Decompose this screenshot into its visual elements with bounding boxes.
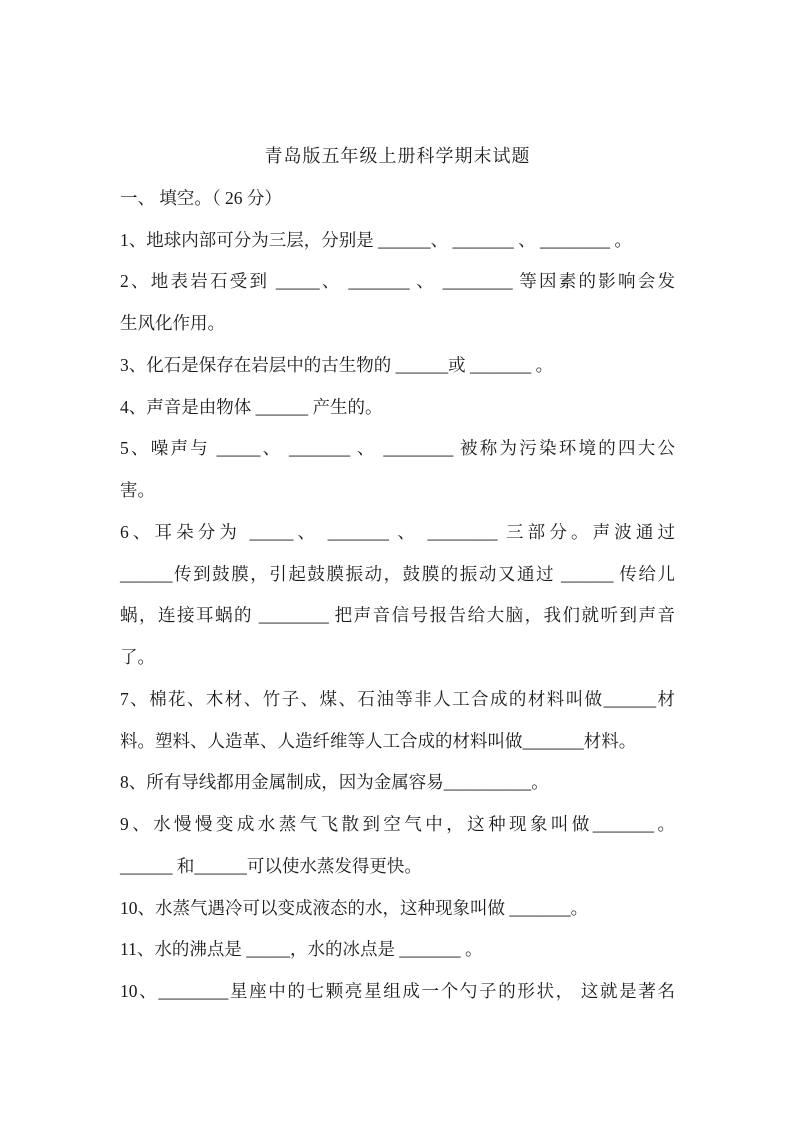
question-10-line-1: 10、水蒸气遇冷可以变成液态的水，这种现象叫做 _______。 xyxy=(120,897,589,918)
question-2-line-2: 生风化作用。 xyxy=(120,313,225,333)
question-1-line-1: 1、地球内部可分为三层，分别是 ______、 _______ 、 ________ 。 xyxy=(120,229,632,250)
question-2-line-1: 2、地表岩石受到 _____、 _______ 、 ________ 等因素的影响会发 xyxy=(120,271,675,292)
question-4 xyxy=(120,387,675,429)
question-8-line-1: 8、所有导线都用金属制成，因为金属容易__________。 xyxy=(120,772,549,793)
question-11 xyxy=(120,929,675,971)
question-1 xyxy=(120,220,675,262)
question-10 xyxy=(120,888,675,930)
question-12 xyxy=(120,971,675,1013)
question-9 xyxy=(120,804,675,888)
question-9-line-2: ______ 和______可以使水蒸发得更快。 xyxy=(120,855,422,876)
question-6-line-3: 蜗，连接耳蜗的 ________ 把声音信号报告给大脑，我们就听到声音 xyxy=(120,605,675,626)
question-9-line-1: 9、水慢慢变成水蒸气飞散到空气中，这种现象叫做_______。 xyxy=(120,814,675,834)
question-2 xyxy=(120,261,675,345)
question-11-line-1: 11、水的沸点是 _____，水的冰点是 _______ 。 xyxy=(120,939,483,960)
question-5 xyxy=(120,428,675,512)
question-5-line-2: 害。 xyxy=(120,480,155,500)
question-8 xyxy=(120,762,675,804)
exam-title: 青岛版五年级上册科学期末试题 xyxy=(264,146,531,166)
question-7-line-1: 7、棉花、木材、竹子、煤、石油等非人工合成的材料叫做______材 xyxy=(120,688,675,709)
section-heading: 一、 填空。（ 26 分） xyxy=(120,187,282,208)
question-6-line-2: ______传到鼓膜，引起鼓膜振动，鼓膜的振动又通过 ______ 传给儿 xyxy=(120,563,675,584)
question-6-line-4: 了。 xyxy=(120,647,155,667)
question-4-line-1: 4、声音是由物体 ______ 产生的。 xyxy=(120,396,383,417)
question-3-line-1: 3、化石是保存在岩层中的古生物的 ______或 _______ 。 xyxy=(120,354,554,375)
question-6 xyxy=(120,512,675,679)
question-6-line-1: 6、耳朵分为 _____、 _______ 、 ________ 三部分。声波通过 xyxy=(120,521,675,542)
question-5-line-1: 5、噪声与 _____、 _______ 、 ________ 被称为污染环境的四大公 xyxy=(120,438,675,459)
question-7-line-2: 料。塑料、人造革、人造纤维等人工合成的材料叫做_______材料。 xyxy=(120,730,637,751)
question-12-line-1: 10、________星座中的七颗亮星组成一个勺子的形状， 这就是著名 xyxy=(120,981,675,1001)
exam-content xyxy=(120,136,675,1013)
question-3 xyxy=(120,345,675,387)
question-7 xyxy=(120,679,675,763)
